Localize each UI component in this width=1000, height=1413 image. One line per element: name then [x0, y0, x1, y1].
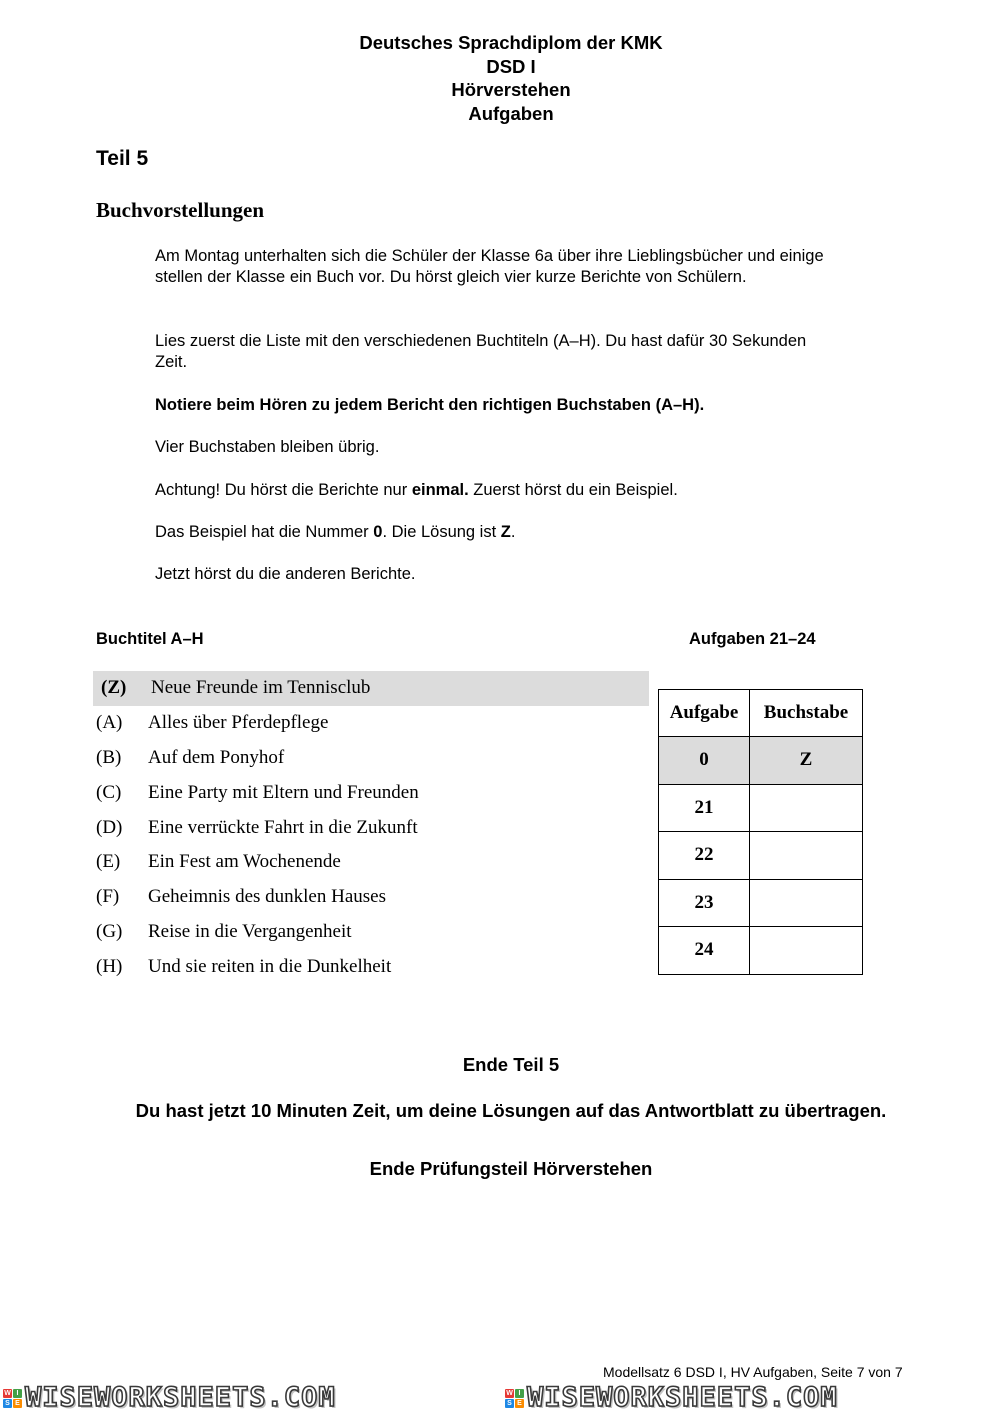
page-footer-note: Modellsatz 6 DSD I, HV Aufgaben, Seite 7 von 7: [603, 1364, 903, 1380]
tasks-heading: Aufgaben 21–24: [689, 630, 816, 648]
watermark-text: WISEWORKSHEETS.COM: [25, 1383, 336, 1413]
logo-tile: I: [515, 1389, 524, 1398]
p6-text-mid: . Die Lösung ist: [382, 523, 501, 541]
answer-table: [658, 689, 863, 975]
book-item: [93, 949, 649, 984]
book-item-example: [93, 671, 649, 706]
header-line-skill: Hörverstehen: [451, 79, 571, 100]
book-letter: (Z): [101, 677, 127, 699]
p5-text-before: Achtung! Du hörst die Berichte nur: [155, 481, 412, 499]
end-exam-section-label: Ende Prüfungsteil Hörverstehen: [369, 1158, 653, 1179]
instruction-paragraph-5: [155, 480, 835, 501]
p5-emphasis: einmal.: [411, 481, 469, 499]
book-title: Reise in die Vergangenheit: [148, 920, 352, 942]
header-line-program: Deutsches Sprachdiplom der KMK: [359, 32, 663, 53]
p6-example-solution: Z: [500, 523, 511, 541]
column-header-task: Aufgabe: [659, 690, 750, 737]
logo-tile: W: [506, 1389, 513, 1397]
book-title: Auf dem Ponyhof: [148, 746, 285, 768]
instruction-paragraph-3: Notiere beim Hören zu jedem Bericht den richtigen Buchstaben (A–H).: [155, 396, 705, 414]
logo-tile: W: [4, 1389, 11, 1397]
book-letter: (F): [96, 886, 120, 908]
book-letter: (C): [96, 781, 122, 803]
task-number: 22: [659, 832, 750, 880]
book-title: Ein Fest am Wochenende: [148, 851, 341, 873]
watermark-text: WISEWORKSHEETS.COM: [527, 1383, 838, 1413]
header-line-level: DSD I: [486, 55, 536, 77]
brand-logo-icon: [505, 1389, 524, 1408]
logo-tile: E: [515, 1399, 524, 1408]
book-title: Und sie reiten in die Dunkelheit: [148, 955, 392, 977]
book-item: [93, 741, 649, 776]
instruction-paragraph-7: Jetzt hörst du die anderen Berichte.: [155, 565, 416, 583]
book-letter: (D): [96, 816, 123, 838]
brand-logo-icon: [3, 1389, 22, 1408]
watermark-band: [0, 1383, 1000, 1413]
p6-example-number: 0: [373, 523, 383, 541]
logo-tile: E: [13, 1399, 22, 1408]
book-letter: (A): [96, 712, 123, 734]
answer-cell[interactable]: [750, 784, 863, 832]
answer-row: [659, 927, 863, 975]
book-item: [93, 706, 649, 741]
answer-cell[interactable]: [750, 832, 863, 880]
p6-text-before: Das Beispiel hat die Nummer: [155, 523, 374, 541]
part-title: Teil 5: [96, 147, 149, 170]
book-list-heading: Buchtitel A–H: [96, 630, 204, 648]
book-title-list: [93, 671, 649, 984]
book-item: [93, 810, 649, 845]
book-title: Eine Party mit Eltern und Freunden: [148, 781, 419, 803]
book-item: [93, 880, 649, 915]
book-item: [93, 845, 649, 880]
section-title: Buchvorstellungen: [96, 198, 265, 222]
answer-row: [659, 832, 863, 880]
task-number: 21: [659, 784, 750, 832]
answer-table-header: [659, 690, 863, 737]
watermark-brand: [3, 1383, 336, 1413]
book-title: Geheimnis des dunklen Hauses: [148, 886, 386, 908]
header-line-type: Aufgaben: [468, 102, 554, 124]
watermark-brand: [505, 1383, 838, 1413]
book-title: Eine verrückte Fahrt in die Zukunft: [148, 816, 418, 838]
task-number: 23: [659, 879, 750, 927]
book-letter: (H): [96, 955, 123, 977]
book-item: [93, 775, 649, 810]
end-part-label: Ende Teil 5: [462, 1054, 560, 1075]
p6-text-after: .: [510, 523, 516, 541]
logo-tile: S: [505, 1399, 514, 1408]
book-letter: (G): [96, 920, 123, 942]
answer-row-example: [659, 737, 863, 785]
task-number: 24: [659, 927, 750, 975]
transfer-time-note: Du hast jetzt 10 Minuten Zeit, um deine Lösungen auf das Antwortblatt zu übertragen.: [135, 1100, 887, 1121]
book-letter: (B): [96, 746, 122, 768]
book-title: Neue Freunde im Tennisclub: [151, 677, 371, 699]
answer-cell: Z: [750, 737, 863, 785]
answer-cell[interactable]: [750, 879, 863, 927]
book-letter: (E): [96, 851, 121, 873]
book-title: Alles über Pferdepflege: [148, 712, 329, 734]
task-number: 0: [659, 737, 750, 785]
answer-row: [659, 784, 863, 832]
answer-cell[interactable]: [750, 927, 863, 975]
instruction-paragraph-2: Lies zuerst die Liste mit den verschiedenen Buchtiteln (A–H). Du hast dafür 30 Sekunden Zeit.: [155, 332, 807, 371]
instruction-paragraph-1: Am Montag unterhalten sich die Schüler der Klasse 6a über ihre Lieblingsbücher und einige stellen der Klasse ein Buch vor. Du hörst gleich vier kurze Berichte von Schülern.: [155, 247, 824, 286]
column-header-letter: Buchstabe: [750, 690, 863, 737]
document-header: [0, 31, 1000, 125]
p5-text-after: Zuerst hörst du ein Beispiel.: [468, 481, 678, 499]
instruction-paragraph-4: Vier Buchstaben bleiben übrig.: [155, 438, 380, 456]
logo-tile: S: [3, 1399, 12, 1408]
book-item: [93, 915, 649, 950]
logo-tile: I: [13, 1389, 22, 1398]
answer-row: [659, 879, 863, 927]
instruction-paragraph-6: [155, 522, 835, 543]
